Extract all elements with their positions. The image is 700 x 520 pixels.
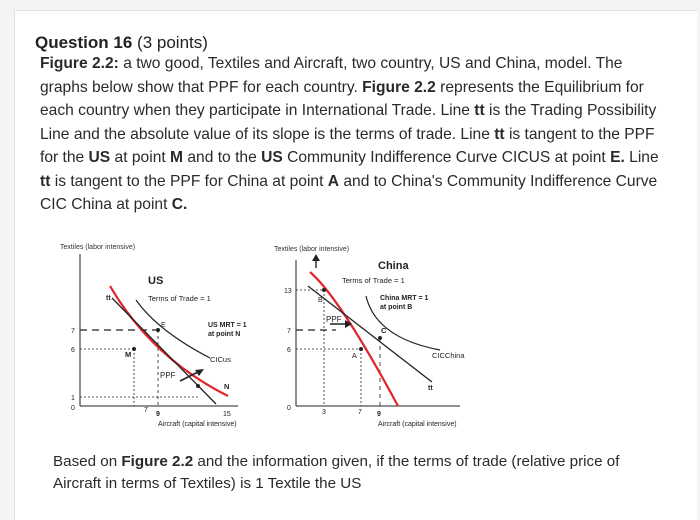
- para-part: and to China's Community Indifference Curve CIC China at point: [40, 172, 658, 213]
- us-point-m: [132, 347, 136, 351]
- china-x-axis-title: Aircraft (capital intensive): [378, 421, 457, 428]
- china-ppf-label: PPF: [326, 315, 342, 324]
- para-part: is tangent to the PPF for China at point: [50, 172, 328, 190]
- para-part: Line: [624, 149, 659, 166]
- china-cic-label: CICChina: [432, 351, 465, 360]
- china-tick-x3: 3: [322, 409, 326, 416]
- para-part: C.: [171, 196, 188, 213]
- para-part: Figure 2.2:: [40, 55, 119, 72]
- china-mrt-line2: at point B: [380, 304, 413, 311]
- china-tick-y7: 7: [287, 328, 291, 335]
- para-part: M: [170, 149, 184, 166]
- us-terms-of-trade: Terms of Trade = 1: [148, 294, 211, 303]
- us-tick-x9: 9: [156, 411, 160, 418]
- us-point-n: [196, 384, 200, 388]
- para-part: tt: [494, 125, 505, 143]
- us-x-axis-title: Aircraft (capital intensive): [158, 421, 237, 428]
- question-paragraph: [40, 52, 665, 217]
- china-tick-y6: 6: [287, 347, 291, 354]
- bottom-part: and the information given, if the terms of trade (relative price of Aircraft in terms of Textiles) is 1 Textile the US: [53, 453, 620, 492]
- us-point-e: [156, 328, 160, 332]
- para-part: is the Trading Possibility Line and the absolute value of its slope is the terms of trade. Line: [40, 102, 657, 143]
- para-part: Figure 2.2: [362, 78, 436, 96]
- para-part: a two good, Textiles and Aircraft, two country, US and China, model. The graphs below show that PPF for each country.: [40, 55, 623, 96]
- china-point-c-label: C: [381, 326, 387, 335]
- follow-up-question: [53, 451, 653, 495]
- china-terms-of-trade: Terms of Trade = 1: [342, 276, 405, 285]
- us-mrt-line1: US MRT = 1: [208, 322, 247, 329]
- us-cic-curve: [136, 300, 210, 358]
- us-point-n-label: N: [224, 382, 230, 391]
- us-tick-y6: 6: [71, 347, 75, 354]
- us-tick-y7: 7: [71, 328, 75, 335]
- para-part: represents the Equilibrium for each country when they participate in International Trade. Line: [40, 78, 644, 119]
- us-ppf-label: PPF: [160, 371, 176, 380]
- us-tick-x7: 7: [144, 407, 148, 414]
- para-part: tt: [474, 102, 485, 119]
- china-graph: [274, 246, 465, 428]
- us-cic-label: CICus: [210, 355, 231, 364]
- china-up-arrowhead: [312, 254, 320, 261]
- question-number: Question 16: [35, 33, 133, 52]
- china-point-a-label: A: [352, 353, 357, 360]
- china-ppf-curve: [310, 272, 398, 406]
- para-part: at point: [110, 149, 171, 166]
- china-point-c: [378, 336, 382, 340]
- china-point-b: [322, 288, 326, 292]
- us-country-label: US: [148, 275, 164, 287]
- para-part: A: [327, 172, 340, 190]
- us-y-axis-title: Textiles (labor intensive): [60, 244, 136, 251]
- us-graph: [60, 244, 247, 428]
- para-part: is tangent to the PPF for the: [40, 125, 655, 166]
- us-mrt-line2: at point N: [208, 331, 241, 338]
- question-title: [35, 33, 208, 53]
- question-points: (3 points): [137, 33, 208, 52]
- china-point-a: [359, 347, 363, 351]
- china-point-b-label: B: [318, 297, 323, 304]
- china-tick-x9: 9: [377, 411, 381, 418]
- china-tick-y0: 0: [287, 405, 291, 412]
- china-tt-label: tt: [428, 385, 433, 392]
- para-part: US: [88, 149, 111, 166]
- us-point-m-label: M: [125, 350, 132, 359]
- us-tick-y1: 1: [71, 395, 75, 402]
- us-tt-label: tt: [106, 295, 111, 302]
- china-y-axis-title: Textiles (labor intensive): [274, 246, 350, 253]
- figure-2-2: [40, 238, 480, 434]
- bottom-part: Based on: [53, 453, 122, 470]
- us-tick-y0: 0: [71, 405, 75, 412]
- para-part: Community Indifference Curve CICUS at point: [282, 149, 611, 166]
- china-tick-y13: 13: [284, 288, 292, 295]
- para-part: US: [261, 149, 283, 166]
- para-part: E.: [610, 149, 625, 166]
- china-mrt-line1: China MRT = 1: [380, 295, 429, 302]
- bottom-part: Figure 2.2: [121, 453, 194, 470]
- china-country-label: China: [378, 260, 409, 272]
- figure-svg: [40, 238, 480, 434]
- para-part: tt: [40, 172, 51, 190]
- china-tick-x7: 7: [358, 409, 362, 416]
- us-tick-x15: 15: [223, 411, 231, 418]
- para-part: and to the: [183, 149, 262, 166]
- us-point-e-label: E: [161, 322, 166, 329]
